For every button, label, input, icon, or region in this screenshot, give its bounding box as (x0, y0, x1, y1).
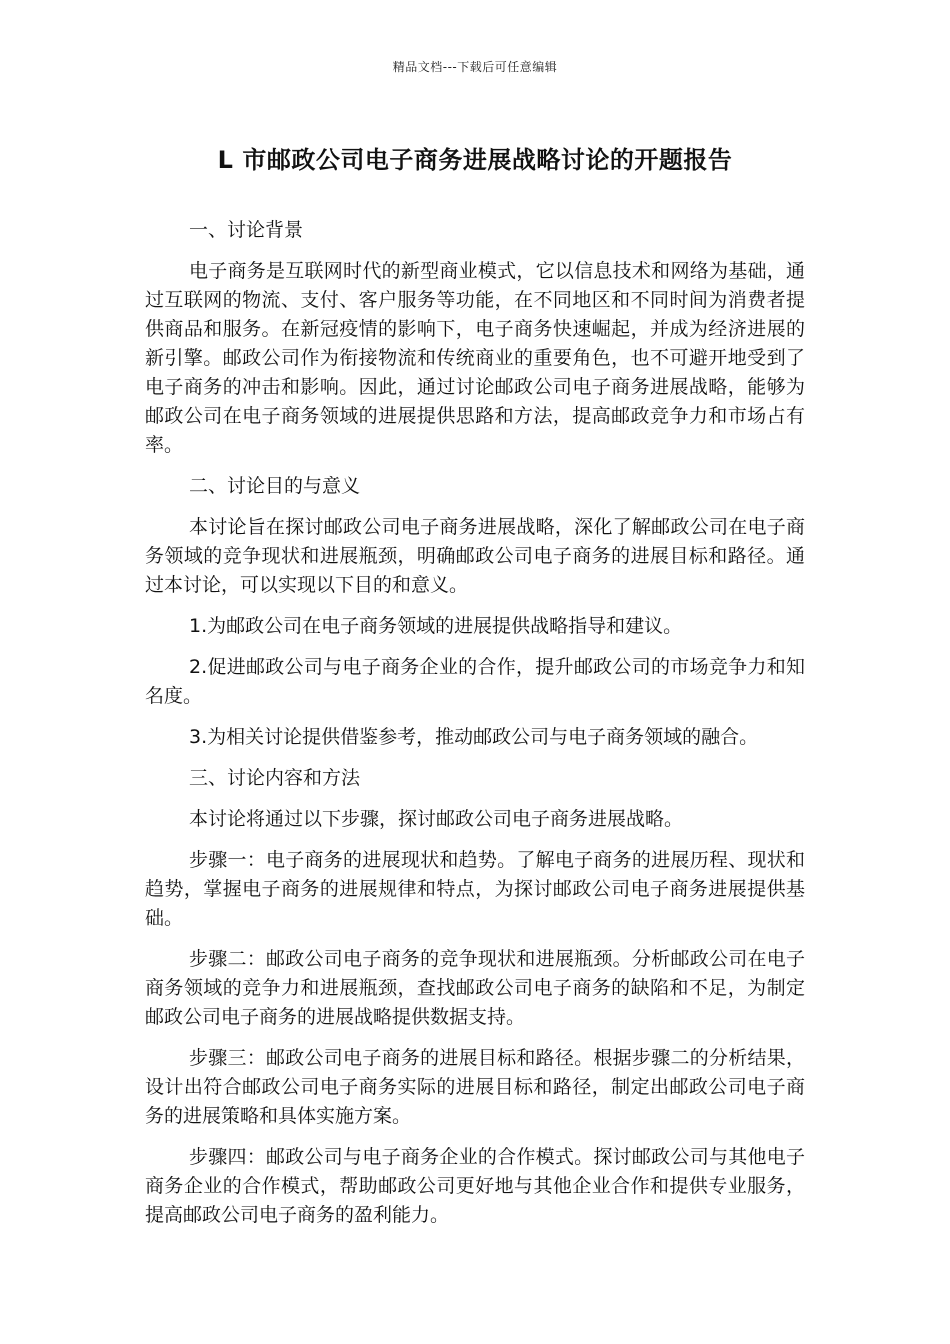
header-note: 精品文档---下载后可任意编辑 (392, 60, 558, 74)
paragraph-step-3: 步骤三：邮政公司电子商务的进展目标和路径。根据步骤二的分析结果，设计出符合邮政公司电子商务实际的进展目标和路径，制定出邮政公司电子商务的进展策略和具体实施方案。 (145, 1047, 805, 1127)
paragraph-steps-intro: 本讨论将通过以下步骤，探讨邮政公司电子商务进展战略。 (189, 808, 684, 830)
paragraph-background: 电子商务是互联网时代的新型商业模式，它以信息技术和网络为基础，通过互联网的物流、支付、客户服务等功能，在不同地区和不同时间为消费者提供商品和服务。在新冠疫情的影响下，电子商务快速崛起，并成为经济进展的新引擎。邮政公司作为衔接物流和传统商业的重要角色，也不可避开地受到了电子商务的冲击和影响。因此，通过讨论邮政公司电子商务进展战略，能够为邮政公司在电子商务领域的进展提供思路和方法，提高邮政竞争力和市场占有率。 (145, 260, 805, 456)
document-body (145, 216, 805, 1242)
section-heading-background: 一、讨论背景 (189, 219, 304, 241)
list-item-purpose-3: 3.为相关讨论提供借鉴参考，推动邮政公司与电子商务领域的融合。 (189, 726, 759, 748)
section-heading-purpose: 二、讨论目的与意义 (189, 475, 361, 497)
list-item-purpose-1: 1.为邮政公司在电子商务领域的进展提供战略指导和建议。 (189, 615, 683, 637)
paragraph-purpose: 本讨论旨在探讨邮政公司电子商务进展战略，深化了解邮政公司在电子商务领域的竞争现状和进展瓶颈，明确邮政公司电子商务的进展目标和路径。通过本讨论，可以实现以下目的和意义。 (145, 516, 805, 596)
section-heading-content-method: 三、讨论内容和方法 (189, 767, 361, 789)
paragraph-step-4: 步骤四：邮政公司与电子商务企业的合作模式。探讨邮政公司与其他电子商务企业的合作模式，帮助邮政公司更好地与其他企业合作和提供专业服务，提高邮政公司电子商务的盈利能力。 (145, 1146, 805, 1226)
paragraph-step-1: 步骤一：电子商务的进展现状和趋势。了解电子商务的进展历程、现状和趋势，掌握电子商务的进展规律和特点，为探讨邮政公司电子商务进展提供基础。 (145, 849, 805, 929)
document-title: L 市邮政公司电子商务进展战略讨论的开题报告 (217, 146, 733, 174)
paragraph-step-2: 步骤二：邮政公司电子商务的竞争现状和进展瓶颈。分析邮政公司在电子商务领域的竞争力和进展瓶颈，查找邮政公司电子商务的缺陷和不足，为制定邮政公司电子商务的进展战略提供数据支持。 (145, 948, 805, 1028)
list-item-purpose-2: 2.促进邮政公司与电子商务企业的合作，提升邮政公司的市场竞争力和知名度。 (145, 656, 805, 707)
